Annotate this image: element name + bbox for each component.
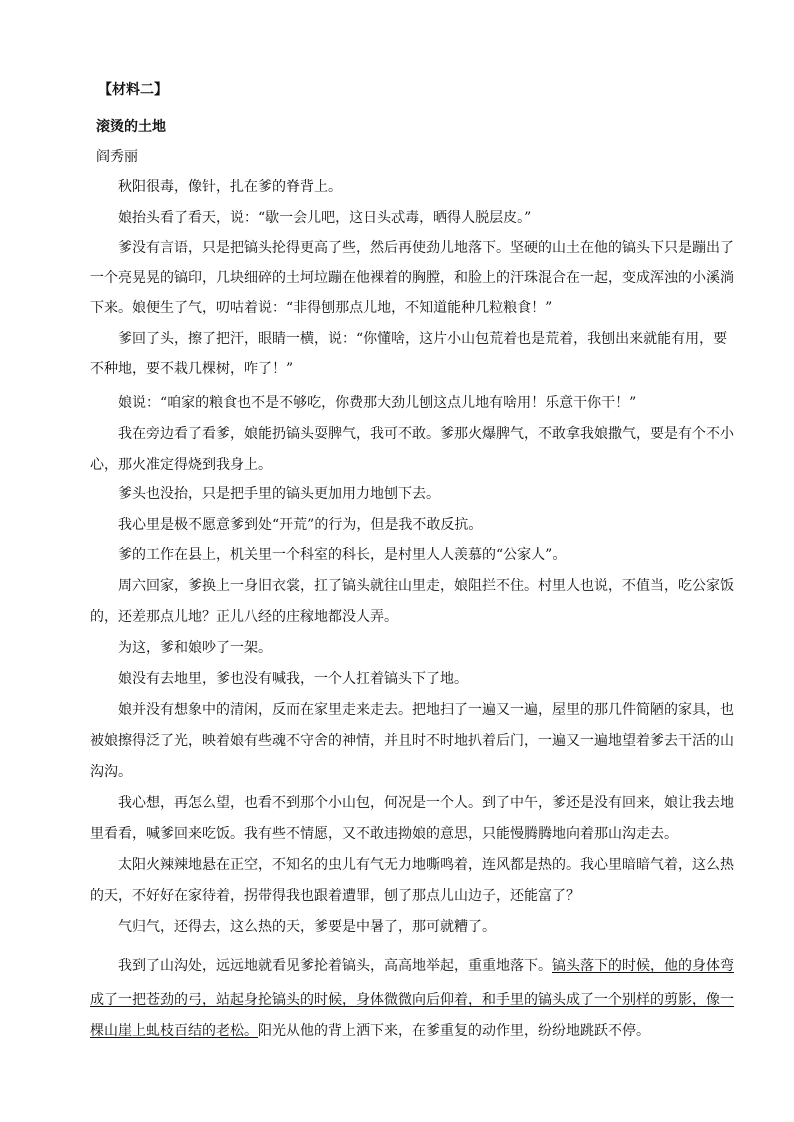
paragraph-line: 爹回了头，擦了把汗，眼睛一横，说：“你懂啥，这片小山包荒着也是荒着，我刨出来就能有用，要	[118, 331, 728, 347]
paragraph-line: 娘没有去地里，爹也没有喊我，一个人扛着镐头下了地。	[118, 671, 468, 687]
underlined-line: 成了一把苍劲的弓，站起身抡镐头的时候，身体微微向后仰着，和手里的镐头成了一个别样的剪影，像一	[90, 992, 734, 1008]
paragraph-line: 爹的工作在县上，机关里一个科室的科长，是村里人人羡慕的“公家人”。	[118, 547, 567, 563]
paragraph-line: 沟沟。	[90, 764, 132, 780]
paragraph-line: 娘说：“咱家的粮食也不是不够吃，你费那大劲儿刨这点儿地有啥用！乐意干你干！”	[118, 395, 637, 411]
article-title: 滚烫的土地	[96, 119, 166, 135]
plain-text: 阳光从他的背上洒下来，在爹重复的动作里，纷纷地跳跃不停。	[258, 1023, 650, 1039]
underlined-text: 棵山崖上虬枝百结的老松。	[90, 1023, 258, 1039]
underlined-text: 镐头落下的时候，他的身体弯	[552, 958, 734, 974]
paragraph-line: 一个亮晃晃的镐印，几块细碎的土坷垃蹦在他裸着的胸膛，和脸上的汗珠混合在一起，变成浑浊的小溪淌	[90, 270, 734, 286]
plain-text: 我到了山沟处，远远地就看见爹抡着镐头，高高地举起，重重地落下。	[118, 958, 552, 974]
paragraph-line: 里看看，喊爹回来吃饭。我有些不情愿，又不敢违拗娘的意思，只能慢腾腾地向着那山沟走去。	[90, 826, 678, 842]
author-name: 阎秀丽	[96, 149, 138, 165]
paragraph-line	[118, 956, 734, 976]
paragraph-line: 下来。娘便生了气，叨咕着说：“非得刨那点儿地，不知道能种几粒粮食！”	[90, 300, 553, 316]
paragraph-line: 太阳火辣辣地悬在正空，不知名的虫儿有气无力地嘶鸣着，连风都是热的。我心里暗暗气着，这么热	[118, 857, 734, 873]
paragraph-line: 娘抬头看了看天，说：“歇一会儿吧，这日头忒毒，晒得人脱层皮。”	[118, 210, 532, 226]
paragraph-line: 的，还差那点儿地？正儿八经的庄稼地都没人弄。	[90, 609, 398, 625]
paragraph-line: 为这，爹和娘吵了一架。	[118, 640, 272, 656]
paragraph-line: 的天，不好好在家待着，拐带得我也跟着遭罪，刨了那点儿山边子，还能富了？	[90, 888, 580, 904]
paragraph-line: 被娘擦得泛了光，映着娘有些魂不守舍的神情，并且时不时地扒着后门，一遍又一遍地望着爹去干活的山	[90, 733, 734, 749]
paragraph-line: 我心里是极不愿意爹到处“开荒”的行为，但是我不敢反抗。	[118, 517, 483, 533]
paragraph-line: 爹没有言语，只是把镐头抡得更高了些，然后再使劲儿地落下。坚硬的山土在他的镐头下只是蹦出了	[118, 240, 734, 256]
paragraph-line: 周六回家，爹换上一身旧衣裳，扛了镐头就往山里走，娘阻拦不住。村里人也说，不值当，吃公家饭	[118, 578, 734, 594]
paragraph-line: 气归气，还得去，这么热的天，爹要是中暑了，那可就糟了。	[118, 919, 496, 935]
paragraph-line: 我心想，再怎么望，也看不到那个小山包，何况是一个人。到了中午，爹还是没有回来，娘让我去地	[118, 795, 734, 811]
paragraph-line: 我在旁边看了看爹，娘能扔镐头耍脾气，我可不敢。爹那火爆脾气，不敢拿我娘撒气，要是有个不小	[118, 426, 734, 442]
paragraph-line: 不种地，要不栽几棵树，咋了！”	[90, 361, 294, 377]
material-label: 【材料二】	[98, 82, 168, 98]
paragraph-line: 心，那火准定得烧到我身上。	[90, 457, 272, 473]
paragraph-line	[90, 1021, 650, 1041]
paragraph-line: 爹头也没抬，只是把手里的镐头更加用力地刨下去。	[118, 486, 440, 502]
paragraph-line: 娘并没有想象中的清闲，反而在家里走来走去。把地扫了一遍又一遍，屋里的那几件简陋的家具，也	[118, 702, 734, 718]
paragraph-line: 秋阳很毒，像针，扎在爹的脊背上。	[118, 179, 342, 195]
